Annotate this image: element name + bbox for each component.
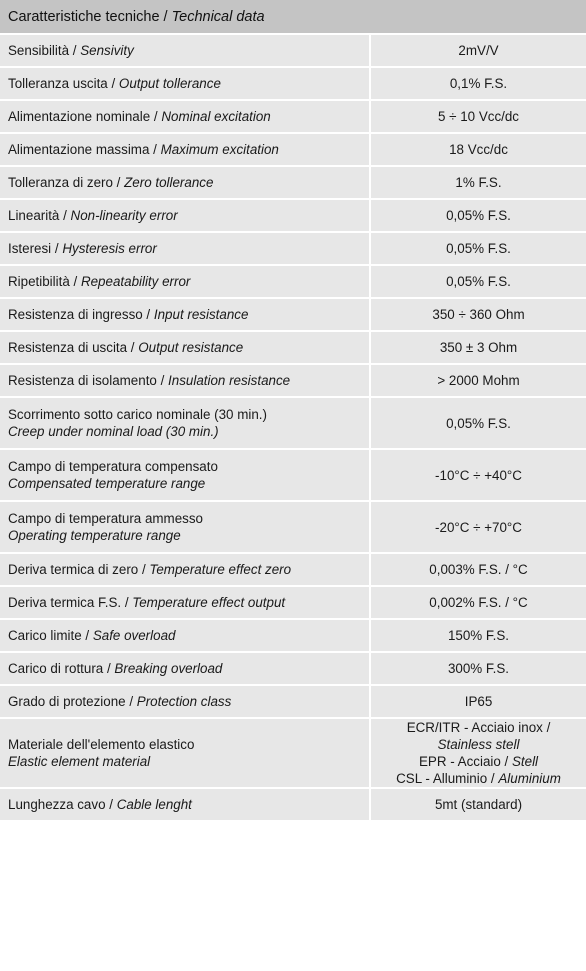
row-label: Carico di rottura / Breaking overload	[0, 652, 370, 685]
row-label: Carico limite / Safe overload	[0, 619, 370, 652]
row-value: 150% F.S.	[370, 619, 586, 652]
row-value: > 2000 Mohm	[370, 364, 586, 397]
row-label: Resistenza di uscita / Output resistance	[0, 331, 370, 364]
row-value: 2mV/V	[370, 34, 586, 67]
row-label: Tolleranza uscita / Output tollerance	[0, 67, 370, 100]
table-title-english: Technical data	[171, 8, 265, 25]
row-value: IP65	[370, 685, 586, 718]
row-label: Materiale dell'elemento elastico Elastic element material	[0, 718, 370, 788]
table-row	[0, 553, 586, 586]
row-label: Campo di temperatura compensato Compensated temperature range	[0, 449, 370, 501]
table-row	[0, 298, 586, 331]
row-value: 0,05% F.S.	[370, 265, 586, 298]
row-label: Isteresi / Hysteresis error	[0, 232, 370, 265]
row-value: 0,05% F.S.	[370, 232, 586, 265]
row-label: Ripetibilità / Repeatability error	[0, 265, 370, 298]
table-row	[0, 449, 586, 501]
table-row	[0, 67, 586, 100]
table-row	[0, 265, 586, 298]
row-label: Lunghezza cavo / Cable lenght	[0, 788, 370, 821]
row-value: 1% F.S.	[370, 166, 586, 199]
row-value: 300% F.S.	[370, 652, 586, 685]
row-value: -10°C ÷ +40°C	[370, 449, 586, 501]
table-row	[0, 100, 586, 133]
row-label: Scorrimento sotto carico nominale (30 min.) Creep under nominal load (30 min.)	[0, 397, 370, 449]
row-label: Resistenza di ingresso / Input resistance	[0, 298, 370, 331]
table-row	[0, 788, 586, 821]
row-value: 350 ± 3 Ohm	[370, 331, 586, 364]
table-row	[0, 718, 586, 788]
table-row	[0, 199, 586, 232]
row-value: 0,003% F.S. / °C	[370, 553, 586, 586]
row-label: Sensibilità / Sensivity	[0, 34, 370, 67]
row-label: Grado di protezione / Protection class	[0, 685, 370, 718]
table-header-row	[0, 0, 586, 34]
row-value: -20°C ÷ +70°C	[370, 501, 586, 553]
table-row	[0, 232, 586, 265]
table-row	[0, 364, 586, 397]
row-label: Resistenza di isolamento / Insulation resistance	[0, 364, 370, 397]
row-value: 350 ÷ 360 Ohm	[370, 298, 586, 331]
row-label: Alimentazione nominale / Nominal excitation	[0, 100, 370, 133]
row-value: 0,1% F.S.	[370, 67, 586, 100]
table-row	[0, 652, 586, 685]
table-row	[0, 331, 586, 364]
table-row	[0, 34, 586, 67]
table-title	[0, 0, 586, 34]
table-row	[0, 166, 586, 199]
row-value: 0,05% F.S.	[370, 397, 586, 449]
table-row	[0, 397, 586, 449]
table-row	[0, 685, 586, 718]
row-label: Tolleranza di zero / Zero tollerance	[0, 166, 370, 199]
table-row	[0, 501, 586, 553]
row-label: Deriva termica di zero / Temperature effect zero	[0, 553, 370, 586]
row-value: 0,05% F.S.	[370, 199, 586, 232]
row-label: Campo di temperatura ammesso Operating temperature range	[0, 501, 370, 553]
table-row	[0, 586, 586, 619]
row-label: Deriva termica F.S. / Temperature effect output	[0, 586, 370, 619]
table-row	[0, 133, 586, 166]
row-value: ECR/ITR - Acciaio inox / Stainless stell EPR - Acciaio / Stell CSL - Alluminio / Aluminium	[370, 718, 586, 788]
table-title-italian: Caratteristiche tecniche /	[8, 8, 172, 25]
row-value: 0,002% F.S. / °C	[370, 586, 586, 619]
row-value: 5 ÷ 10 Vcc/dc	[370, 100, 586, 133]
row-value: 18 Vcc/dc	[370, 133, 586, 166]
row-label: Alimentazione massima / Maximum excitation	[0, 133, 370, 166]
table-row	[0, 619, 586, 652]
row-value: 5mt (standard)	[370, 788, 586, 821]
row-label: Linearità / Non-linearity error	[0, 199, 370, 232]
